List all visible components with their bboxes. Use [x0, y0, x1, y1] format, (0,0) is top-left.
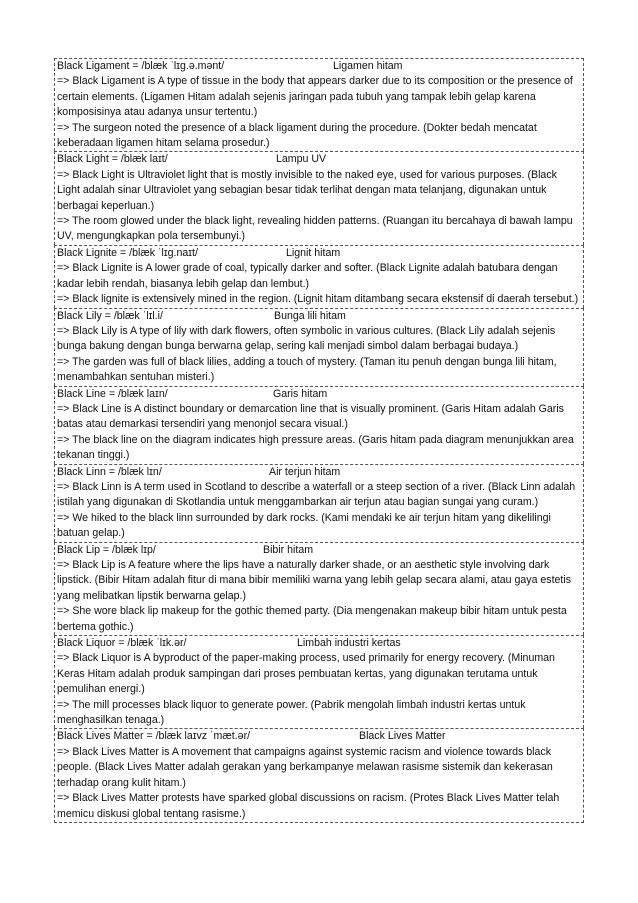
glossary-entry [54, 245, 584, 308]
entry-translation: Bunga lili hitam [274, 309, 346, 322]
entry-term: Black Lip = /blæk lɪp/ [57, 543, 156, 556]
glossary-entry [54, 58, 584, 151]
entry-definition: => Black Lip is A feature where the lips have a naturally darker shade, or an aesthetic style involving dark lipstick. (Bibir Hitam adalah fitur di mana bibir memiliki warna yang lebih gelap secara alami, atau gaya estetis yang melibatkan lipstik berwarna gelap.) [57, 559, 572, 602]
glossary-entry [54, 728, 584, 822]
entry-example: => Black lignite is extensively mined in the region. (Lignit hitam ditambang secara ekstensif di daerah tersebut.) [57, 293, 579, 306]
entry-translation: Garis hitam [273, 387, 328, 400]
entry-header [57, 729, 581, 744]
glossary-entry [54, 308, 584, 386]
entry-translation: Bibir hitam [263, 543, 314, 556]
entry-definition: => Black Lives Matter is A movement that campaigns against systemic racism and violence towards black people. (Black Lives Matter adalah gerakan yang berkampanye melawan rasisme sistemik dan kekerasan terhadap orang kulit hitam.) [57, 745, 553, 789]
entry-header [57, 387, 581, 402]
entry-definition: => Black Lignite is A lower grade of coal, typically darker and softer. (Black Lignite adalah batubara dengan kadar lebih rendah, biasanya lebih gelap dan lembut.) [57, 262, 558, 290]
entry-translation: Limbah industri kertas [297, 637, 401, 650]
entry-header [57, 636, 581, 651]
entry-term: Black Lily = /blæk ˈlɪl.i/ [57, 309, 163, 322]
entry-example: => The black line on the diagram indicates high pressure areas. (Garis hitam pada diagram menunjukkan area tekanan tinggi.) [57, 433, 574, 462]
entry-header [57, 309, 581, 324]
entry-example: => The surgeon noted the presence of a black ligament during the procedure. (Dokter bedah mencatat keberadaan ligamen hitam selama prosedur.) [57, 121, 537, 150]
entry-header [57, 59, 581, 74]
entry-term: Black Line = /blæk laɪn/ [57, 387, 168, 400]
entry-header [57, 246, 581, 261]
entry-example: => We hiked to the black linn surrounded by dark rocks. (Kami mendaki ke air terjun hitam yang dikelilingi batuan gelap.) [57, 511, 551, 540]
entry-header [57, 543, 581, 558]
entry-example: => She wore black lip makeup for the gothic themed party. (Dia mengenakan makeup bibir hitam untuk pesta bertema gothic.) [57, 605, 567, 633]
entry-term: Black Lives Matter = /blæk laɪvz ˈmæt.ər/ [57, 730, 251, 743]
glossary-page [54, 58, 584, 823]
entry-definition: => Black Light is Ultraviolet light that is mostly invisible to the naked eye, used for various purposes. (Black Light adalah sinar Ultraviolet yang sebagian besar tidak terlihat dengan mata telanjang, digunakan untuk berbagai keperluan.) [57, 168, 557, 212]
entry-translation: Ligamen hitam [333, 60, 403, 72]
entry-header [57, 465, 581, 480]
glossary-entry [54, 151, 584, 244]
entry-term: Black Lignite = /blæk ˈlɪɡ.naɪt/ [57, 246, 198, 259]
entry-definition: => Black Linn is A term used in Scotland to describe a waterfall or a steep section of a river. (Black Linn adalah istilah yang digunakan di Skotlandia untuk menggambarkan air terjun atau bagian sungai yang curam.) [57, 480, 576, 509]
glossary-entry [54, 542, 584, 635]
entry-example: => The mill processes black liquor to generate power. (Pabrik mengolah limbah industri kertas untuk menghasilkan tenaga.) [57, 698, 526, 727]
entry-translation: Black Lives Matter [359, 730, 446, 743]
entry-definition: => Black Liquor is A byproduct of the paper-making process, used primarily for energy recovery. (Minuman Keras Hitam adalah produk sampingan dari proses pembuatan kertas, yang digunakan terutama untuk pemulihan energi.) [57, 652, 555, 696]
entry-translation: Air terjun hitam [269, 465, 341, 478]
entry-definition: => Black Ligament is A type of tissue in the body that appears darker due to its composition or the presence of certain elements. (Ligamen Hitam adalah sejenis jaringan pada tubuh yang tampak lebih gelap karena komposisinya atau adanya unsur tertentu.) [57, 75, 573, 119]
entry-term: Black Liquor = /blæk ˈlɪk.ər/ [57, 637, 187, 650]
glossary-entry [54, 386, 584, 464]
glossary-entry [54, 464, 584, 542]
entry-translation: Lampu UV [276, 153, 327, 166]
entry-term: Black Ligament = /blæk ˈlɪɡ.ə.mənt/ [57, 60, 225, 72]
entry-example: => The garden was full of black lilies, adding a touch of mystery. (Taman itu penuh dengan bunga lili hitam, menambahkan sentuhan misteri.) [57, 355, 557, 384]
glossary-entry [54, 635, 584, 728]
entry-term: Black Light = /blæk laɪt/ [57, 153, 168, 166]
entry-definition: => Black Lily is A type of lily with dark flowers, often symbolic in various cultures. (Black Lily adalah sejenis bunga bakung dengan bunga berwarna gelap, sering kali menjadi simbol dalam berbagai budaya.) [57, 324, 556, 353]
entry-term: Black Linn = /blæk lɪn/ [57, 465, 162, 478]
entry-example: => Black Lives Matter protests have sparked global discussions on racism. (Protes Black Lives Matter telah memicu diskusi global tentang rasisme.) [57, 792, 560, 820]
entry-example: => The room glowed under the black light, revealing hidden patterns. (Ruangan itu bercahaya di bawah lampu UV, mengungkapkan pola tersembunyi.) [57, 215, 573, 243]
entry-definition: => Black Line is A distinct boundary or demarcation line that is visually prominent. (Garis Hitam adalah Garis batas atau demarkasi tersendiri yang menonjol secara visual.) [57, 402, 564, 431]
entry-translation: Lignit hitam [286, 246, 341, 259]
entry-header [57, 152, 581, 167]
